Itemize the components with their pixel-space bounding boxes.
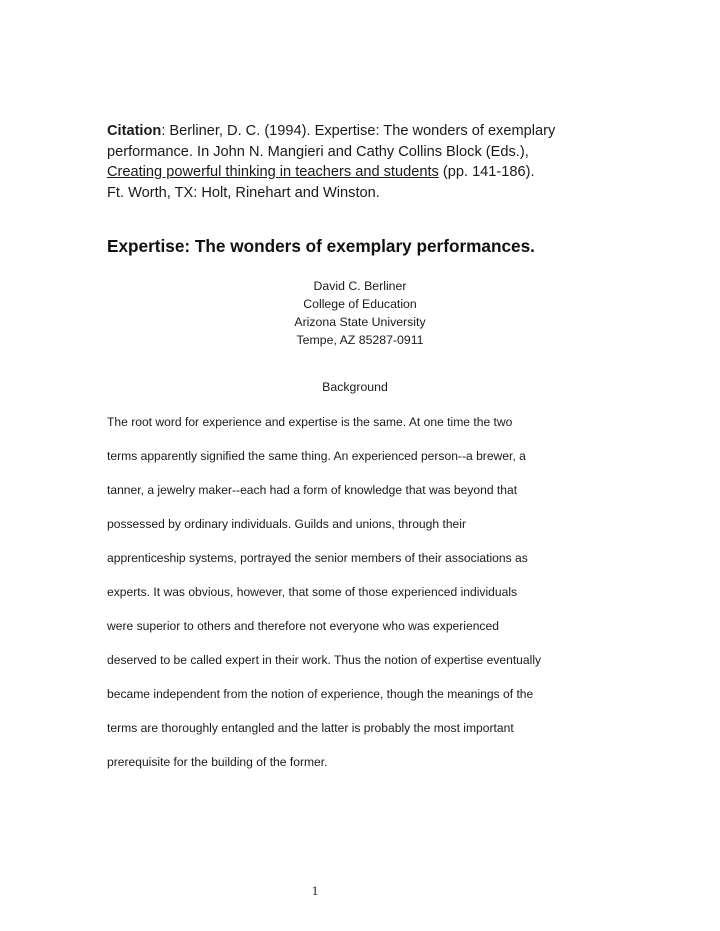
citation-line-2: performance. In John N. Mangieri and Cathy Collins Block (Eds.), [107,143,529,160]
body-line: were superior to others and therefore not everyone who was experienced [107,619,499,633]
citation-block [107,121,647,203]
citation-line-1-text: : Berliner, D. C. (1994). Expertise: The wonders of exemplary [161,123,556,139]
body-line: prerequisite for the building of the former. [107,755,328,769]
citation-line-4: Ft. Worth, TX: Holt, Rinehart and Winston. [107,184,380,201]
body-line: The root word for experience and expertise is the same. At one time the two [107,415,513,429]
citation-book-title: Creating powerful thinking in teachers and students [107,164,439,180]
body-line: experts. It was obvious, however, that some of those experienced individuals [107,585,518,599]
body-line: deserved to be called expert in their work. Thus the notion of expertise eventually [107,653,542,667]
citation-line-1 [107,121,647,142]
author-university: Arizona State University [294,315,426,329]
body-line: apprenticeship systems, portrayed the senior members of their associations as [107,551,528,565]
author-address: Tempe, AZ 85287-0911 [296,333,424,347]
document-title: Expertise: The wonders of exemplary performances. [107,236,535,256]
page-number: 1 [311,883,319,898]
body-paragraph [107,412,627,786]
body-line: terms apparently signified the same thing. An experienced person--a brewer, a [107,449,526,463]
citation-pages: (pp. 141-186). [438,164,535,180]
body-line: terms are thoroughly entangled and the latter is probably the most important [107,721,514,735]
body-line: became independent from the notion of experience, though the meanings of the [107,687,534,701]
section-heading: Background [322,380,388,394]
author-college: College of Education [303,297,417,311]
author-name: David C. Berliner [313,279,407,293]
body-line: possessed by ordinary individuals. Guilds and unions, through their [107,517,466,531]
citation-line-3 [107,162,647,183]
body-line: tanner, a jewelry maker--each had a form of knowledge that was beyond that [107,483,518,497]
citation-label: Citation [107,123,162,139]
author-block [200,277,520,349]
